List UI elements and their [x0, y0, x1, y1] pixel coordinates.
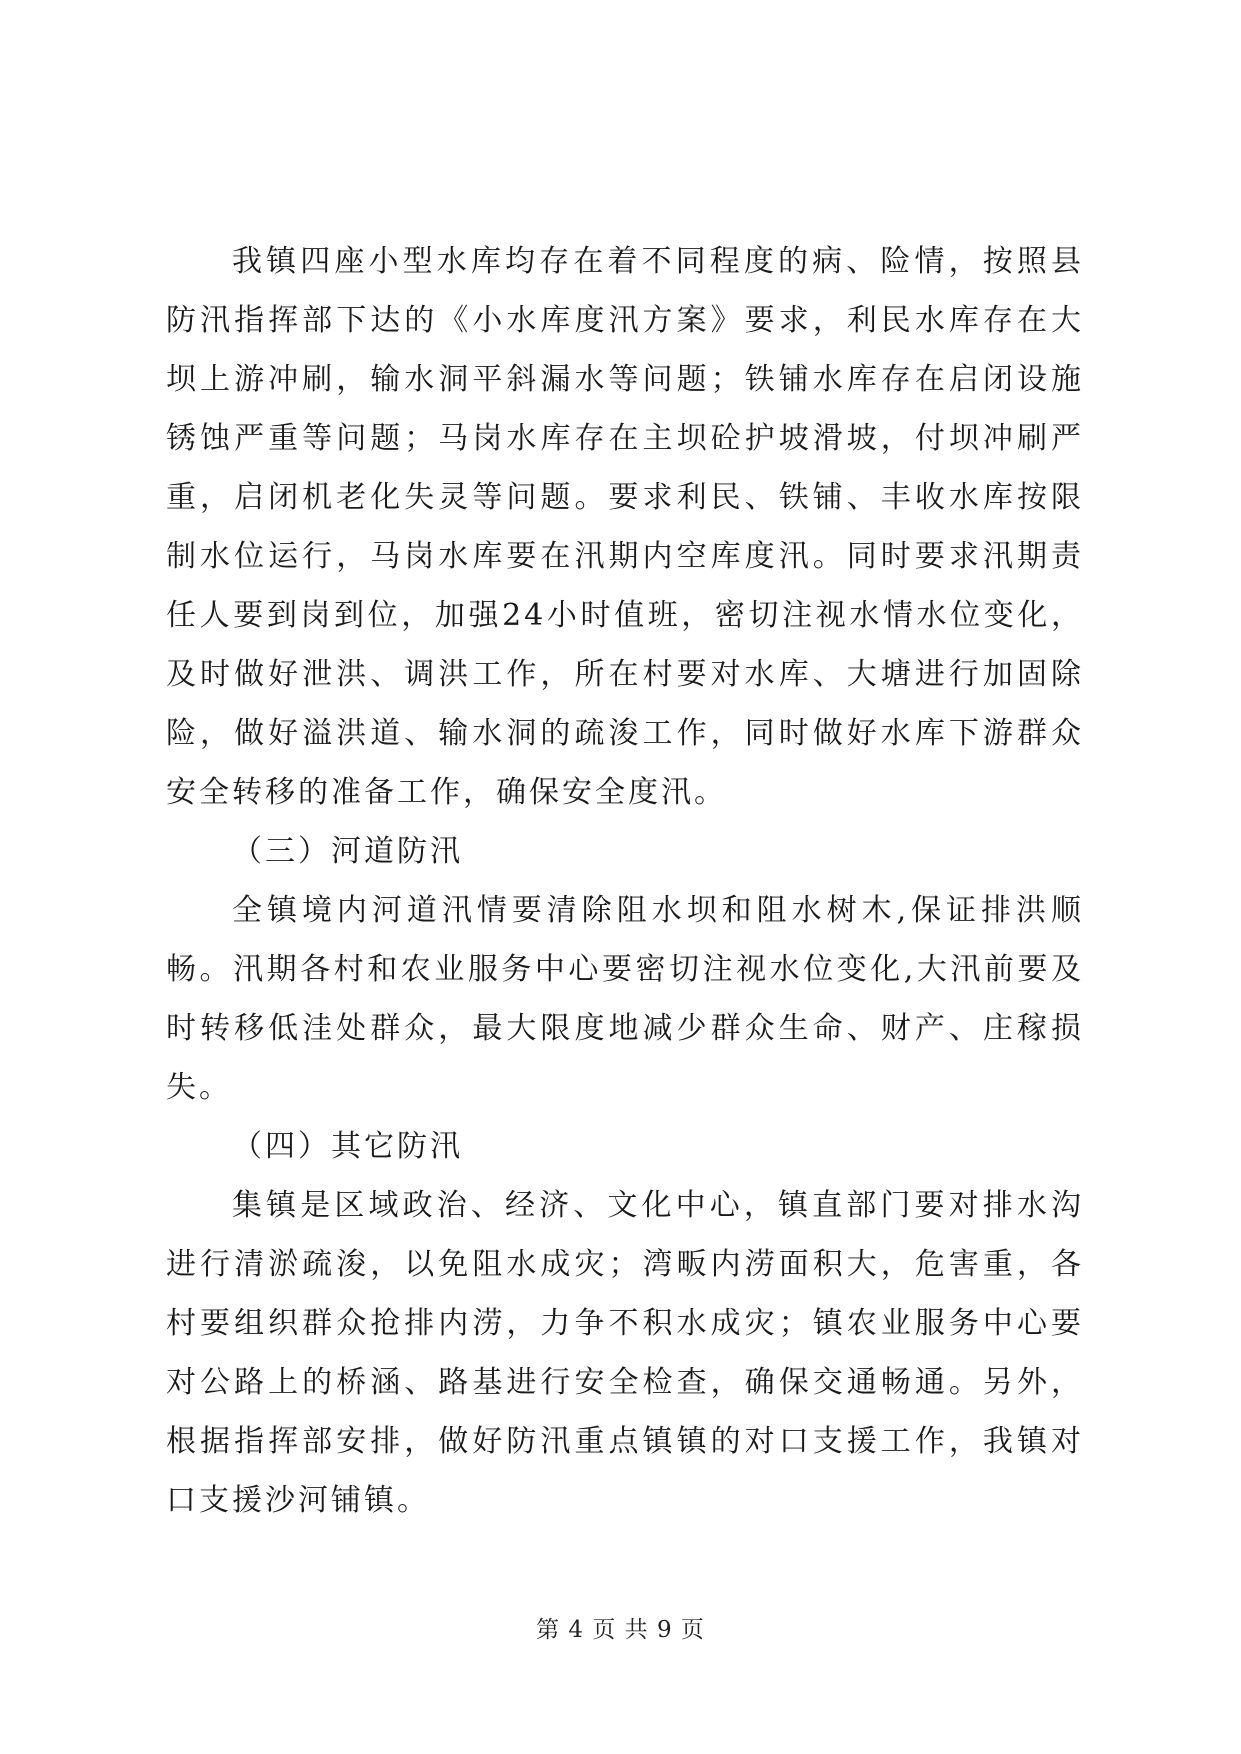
paragraph-other-flood-control: 集镇是区域政治、经济、文化中心，镇直部门要对排水沟进行清淤疏浚，以免阻水成灾；湾畈内涝面积大，危害重，各村要组织群众抢排内涝，力争不积水成灾；镇农业服务中心要对公路上的桥涵、路基进行安全检查，确保交通畅通。另外，根据指挥部安排，做好防汛重点镇镇的对口支援工作，我镇对口支援沙河铺镇。: [166, 1188, 1084, 1518]
section-heading-other-flood-control: （四）其它防汛: [232, 1129, 463, 1164]
paragraph-reservoir-safety: 我镇四座小型水库均存在着不同程度的病、险情，按照县防汛指挥部下达的《小水库度汛方案》要求，利民水库存在大坝上游冲刷，输水洞平斜漏水等问题；铁铺水库存在启闭设施锈蚀严重等问题；马岗水库存在主坝砼护坡滑坡，付坝冲刷严重，启闭机老化失灵等问题。要求利民、铁铺、丰收水库按限制水位运行，马岗水库要在汛期内空库度汛。同时要求汛期责任人要到岗到位，加强24小时值班，密切注视水情水位变化，及时做好泄洪、调洪工作，所在村要对水库、大塘进行加固除险，做好溢洪道、输水洞的疏浚工作，同时做好水库下游群众安全转移的准备工作，确保安全度汛。: [166, 244, 1084, 810]
paragraph-river-flood-control: 全镇境内河道汛情要清除阻水坝和阻水树木,保证排洪顺畅。汛期各村和农业服务中心要密切注视水位变化,大汛前要及时转移低洼处群众，最大限度地减少群众生命、财产、庄稼损失。: [166, 893, 1084, 1105]
document-body: [166, 232, 1084, 1530]
page-number-footer: 第 4 页 共 9 页: [536, 1617, 705, 1643]
section-heading-river-flood-control: （三）河道防汛: [232, 834, 463, 869]
